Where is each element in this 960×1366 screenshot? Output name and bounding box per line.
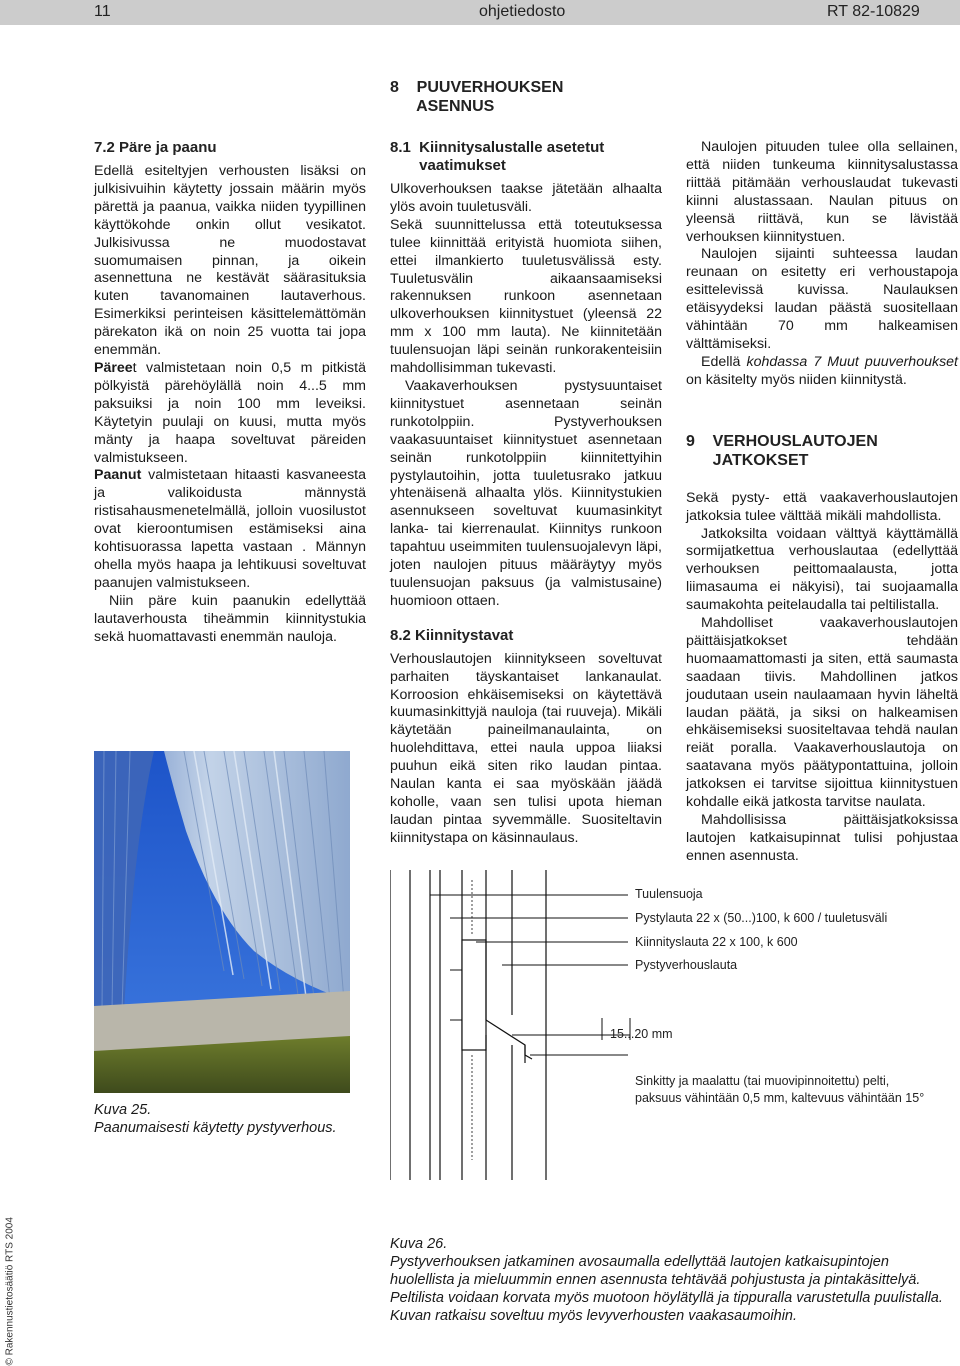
paragraph: Jatkoksilta voidaan välttyä käyttämällä sormijatkettua verhouslautaa (edellyttää verhouksen peittomaalausta, jotta liimasauma ei näkyisi), tai suojaamalla saumakohta peitelaudalla tai peltilistalla. <box>686 525 958 614</box>
paragraph <box>94 360 366 467</box>
paragraph: Edellä esiteltyjen verhousten lisäksi on julkisivuihin käytetty jossain määrin myös pärettä ja paanua, vaikka niiden tyypillinen käyttökohde onkin ollut vesikatot. Julkisivussa ne muodostavat suomumaisen pinnan, ja oikein asennettuna ne kestävät säärasituksia kuten tavanomainen lautaverhous. Esimerkiksi perinteisen käsittelemättömän pärekaton ikä on noin 25 vuotta tai jopa enemmän. <box>94 163 366 359</box>
label-pystyverhouslauta: Pystyverhouslauta <box>635 958 738 972</box>
spacer <box>686 390 958 432</box>
paragraph: Naulojen sijainti suhteessa laudan reunaan on esitetty eri verhoustapoja esittelevissä kuvissa. Naulauksen etäisyydeksi laudan päästä suositellaan vähintään 70 mm halkeamisen välttämiseksi. <box>686 246 958 352</box>
figure-25-label: Kuva 25. <box>94 1102 152 1118</box>
paragraph: Sekä pysty- että vaakaverhouslautojen jatkoksia tulee välttää mikäli mahdollista. <box>686 489 958 524</box>
section-7-2-heading: 7.2 Päre ja paanu <box>94 139 217 156</box>
vertical-cladding-joint-diagram <box>390 860 960 1180</box>
paragraph-text: valmistetaan hitaasti kasvaneesta ja valikoidusta männystä ristisahausmenetelmällä, jolloin vuosilustot ovat kieroontumisen estämiseksi aina kohtisuorassa lapetta vastaan . Männyn ohella myös haapa ja lehtikuusi soveltuvat paanujen valmistukseen. <box>94 467 366 591</box>
shingled-facade-illustration <box>94 751 350 1093</box>
figure-26-text: Pystyverhouksen jatkaminen avosaumalla edellyttää lautojen katkaisupintojen huolellista ja mieluummin ennen asennusta tehtävää pohjustusta ja pintakäsittelyä. Peltilista voidaan korvata myös muotoon höylätyllä ja tippuralla varustetulla puulistalla. Kuvan ratkaisu soveltuu myös levyverhousten vaakasaumoihin. <box>390 1254 943 1324</box>
section-8-heading: 8 PUUVERHOUKSEN ASENNUS <box>390 79 564 115</box>
header-bar <box>0 0 960 25</box>
bold-term: Päree <box>94 359 133 376</box>
figure-25-caption <box>94 1101 374 1137</box>
column-3 <box>686 139 958 866</box>
section-9-heading: 9 VERHOUSLAUTOJEN JATKOKSET <box>686 432 878 469</box>
spacer <box>390 611 662 627</box>
paragraph: Mahdolliset vaakaverhouslautojen päittäisjatkokset tehdään huomaamattomasti ja siten, että saumasta saadaan tiivis. Mahdollinen jatkos joudutaan usein naulaamaan hyvin läheltä laudan päätä, ja siksi on halkeamisen ehkäisemiseksi suositeltavaa tehdä naulan reiät poralla. Vaakaverhouslautoja on saatavana myös päätypontattuina, jolloin jatkoksen ei tarvitse sijoittua kiinnitystuen kohdalle eikä jatkosta tarvitse naulata. <box>686 615 958 811</box>
column-1 <box>94 139 366 646</box>
cross-reference: kohdassa 7 Muut puuverhoukset <box>746 353 959 370</box>
paragraph-text: on käsitelty myös niiden kiinnitystä. <box>686 371 907 388</box>
page-number: 11 <box>94 3 111 20</box>
copyright-credit: © Rakennustietosäätiö RTS 2004 <box>4 1217 16 1366</box>
label-pelti-line1: Sinkitty ja maalattu (tai muovipinnoitettu) pelti, <box>635 1074 890 1088</box>
section-8-1-heading: 8.1 Kiinnitysalustalle asetetut vaatimukset <box>390 139 605 174</box>
label-gap-size: 15...20 mm <box>610 1027 673 1041</box>
column-2 <box>390 139 662 848</box>
paragraph: Niin päre kuin paanukin edellyttää lautaverhousta tiheämmin kiinnitystukia sekä huomattavasti enemmän nauloja. <box>94 592 366 645</box>
label-pelti-line2: paksuus vähintään 0,5 mm, kaltevuus vähintään 15° <box>635 1091 925 1105</box>
bold-term: Paanut <box>94 467 142 484</box>
paragraph: Vaakaverhouksen pystysuuntaiset kiinnitystuet asennetaan seinän runkotolppiin. Pystyverhouksen vaakasuuntaiset kiinnitystuet asennetaan seinän runkotolppiin kiinnitettyihin pystylautoihin, jotta tuuletusrako jatkuu yhtenäisenä alhaalta ylös. Kiinnitystukien asennukseen soveltuvat kuumasinkityt lanka- tai kierrenaulat. Kiinnitys runkoon tapahtuu useimmiten tuulensuojalevyn läpi, joten naulojen pituus määräytyy myös tuulensuojan paksuus (ja valmistusaine) huomioon ottaen. <box>390 377 662 609</box>
paragraph: Ulkoverhouksen taakse jätetään alhaalta ylös avoin tuuletusväli. <box>390 181 662 215</box>
document-code: RT 82-10829 <box>827 3 920 20</box>
paragraph <box>686 354 958 390</box>
paragraph-text: Edellä <box>701 353 747 370</box>
paragraph <box>94 467 366 592</box>
figure-25-text: Paanumaisesti käytetty pystyverhous. <box>94 1120 337 1136</box>
figure-26-label: Kuva 26. <box>390 1236 448 1252</box>
label-tuulensuoja: Tuulensuoja <box>635 887 703 901</box>
paragraph-text: t valmistetaan noin 0,5 m pitkistä pölkyistä pärehöylällä noin 4...5 mm paksuiksi ja noin 100 mm leveiksi. Käytetyin puulaji on kuusi, mutta myös mänty ja haapa soveltuvat päreiden valmistukseen. <box>94 359 366 466</box>
construction-diagram <box>390 860 960 1180</box>
label-pystylauta: Pystylauta 22 x (50...)100, k 600 / tuuletusväli <box>635 911 888 925</box>
paragraph: Sekä suunnittelussa että toteutuksessa tulee kiinnittää erityistä huomiota siihen, ettei ilmankierto tuuletusvälissä esty. Tuuletusvälin aikaansaamiseksi rakennuksen runkoon asennetaan ulkoverhouksen kiinnitystuet (yleensä 22 mm x 100 mm lauta). Ne kiinnitetään tuulensuojan läpi seinän runkorakenteisiin mahdollisimman tukevasti. <box>390 216 662 377</box>
paragraph: Mahdollisissa päittäisjatkoksissa lautojen katkaisupinnat tulisi pohjustaa ennen asennusta. <box>686 812 958 864</box>
paragraph: Naulojen pituuden tulee olla sellainen, että niiden tunkeuma kiinnitysalustassa riittää pitämään verhouslaudat tukevasti kiinni alustassaan. Naulan pituus on yleensä riittävä, kun se lävistää verhouksen kiinnitystuen. <box>686 139 958 245</box>
paragraph: Verhouslautojen kiinnitykseen soveltuvat parhaiten täyskantaiset lankanaulat. Korroosion ehkäisemiseksi on käytettävä kuumasinkittyjä nauloja (tai ruuveja). Mikäli käytetään paineilmanaulainta, on huolehdittava, ettei naula uppoa liiaksi puuhun eikä siten riko laudan pintaa. Naulan kanta ei saa myöskään jäädä koholle, vaan sen tulisi upota hieman laudan pintaa syvemmälle. Suositeltavin kiinnitystapa on käsinnaulaus. <box>390 650 662 846</box>
section-8-2-heading: 8.2 Kiinnitystavat <box>390 626 514 644</box>
document-category: ohjetiedosto <box>479 3 566 20</box>
facade-photo <box>94 751 350 1093</box>
figure-26-caption <box>390 1235 955 1325</box>
label-kiinnityslauta: Kiinnityslauta 22 x 100, k 600 <box>635 935 798 949</box>
